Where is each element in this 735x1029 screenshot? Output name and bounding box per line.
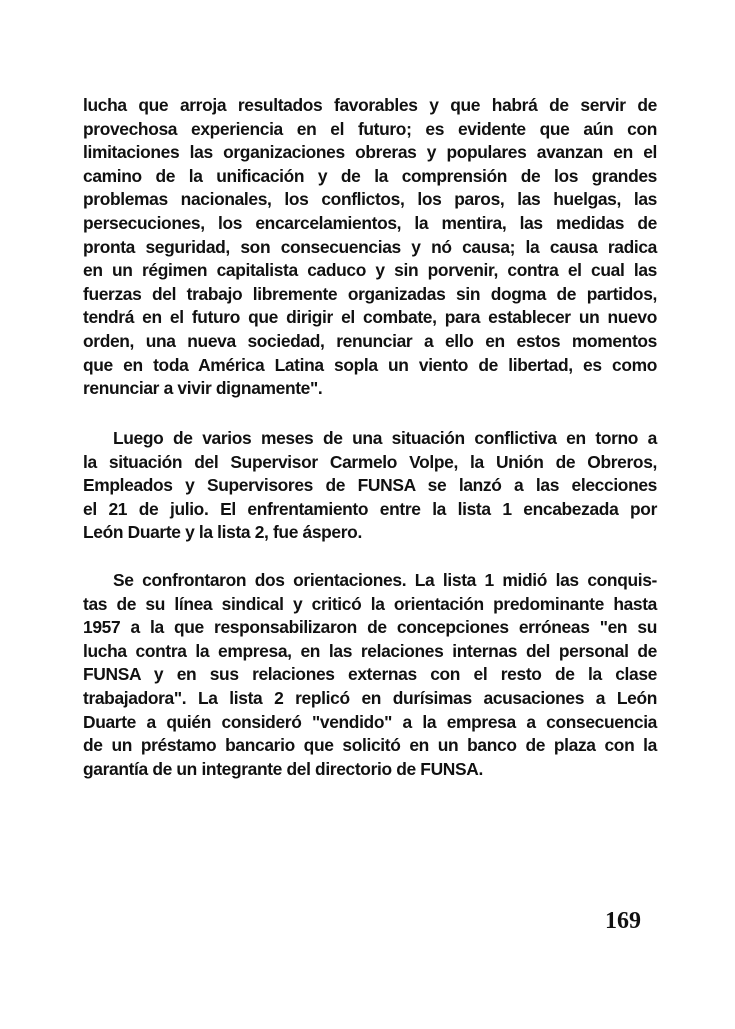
text-line: provechosa experiencia en el futuro; es evidente que aún con xyxy=(83,118,657,139)
text-line: el 21 de julio. El enfrentamiento entre la lista 1 encabezada por xyxy=(83,498,657,519)
text-line: lucha contra la empresa, en las relaciones internas del personal de xyxy=(83,640,657,661)
text-line: de un préstamo bancario que solicitó en un banco de plaza con la xyxy=(83,735,657,756)
text-line: pronta seguridad, son consecuencias y nó causa; la causa radica xyxy=(83,236,657,257)
text-line: fuerzas del trabajo libremente organizadas sin dogma de partidos, xyxy=(83,283,657,304)
text-line: tendrá en el futuro que dirigir el combate, para establecer un nuevo xyxy=(83,307,657,328)
text-line: la situación del Supervisor Carmelo Volpe, la Unión de Obreros, xyxy=(83,451,657,472)
text-line: persecuciones, los encarcelamientos, la mentira, las medidas de xyxy=(83,212,657,233)
paragraph-3 xyxy=(83,569,657,781)
page-number: 169 xyxy=(605,908,641,934)
text-line: en un régimen capitalista caduco y sin porvenir, contra el cual las xyxy=(83,260,657,281)
paragraph-1 xyxy=(83,94,657,401)
text-line: trabajadora". La lista 2 replicó en durísimas acusaciones a León xyxy=(83,687,657,708)
text-line: garantía de un integrante del directorio de FUNSA. xyxy=(83,758,483,779)
text-line: que en toda América Latina sopla un viento de libertad, es como xyxy=(83,354,657,375)
text-line: tas de su línea sindical y criticó la orientación predominante hasta xyxy=(83,593,657,614)
text-line: camino de la unificación y de la comprensión de los grandes xyxy=(83,165,657,186)
text-line: León Duarte y la lista 2, fue áspero. xyxy=(83,522,362,543)
text-line: Se confrontaron dos orientaciones. La lista 1 midió las conquis- xyxy=(113,570,657,590)
text-line: limitaciones las organizaciones obreras y populares avanzan en el xyxy=(83,142,657,163)
text-line: Empleados y Supervisores de FUNSA se lanzó a las elecciones xyxy=(83,475,657,496)
text-line: Duarte a quién consideró "vendido" a la empresa a consecuencia xyxy=(83,711,657,732)
text-line: problemas nacionales, los conflictos, los paros, las huelgas, las xyxy=(83,189,657,210)
text-line: FUNSA y en sus relaciones externas con el resto de la clase xyxy=(83,664,657,685)
text-line: Luego de varios meses de una situación conflictiva en torno a xyxy=(113,428,657,448)
text-line: orden, una nueva sociedad, renunciar a ello en estos momentos xyxy=(83,330,657,351)
text-line: lucha que arroja resultados favorables y que habrá de servir de xyxy=(83,95,657,115)
paragraph-2 xyxy=(83,427,657,545)
text-line: renunciar a vivir dignamente". xyxy=(83,378,323,399)
text-line: 1957 a la que responsabilizaron de concepciones erróneas "en su xyxy=(83,617,657,638)
